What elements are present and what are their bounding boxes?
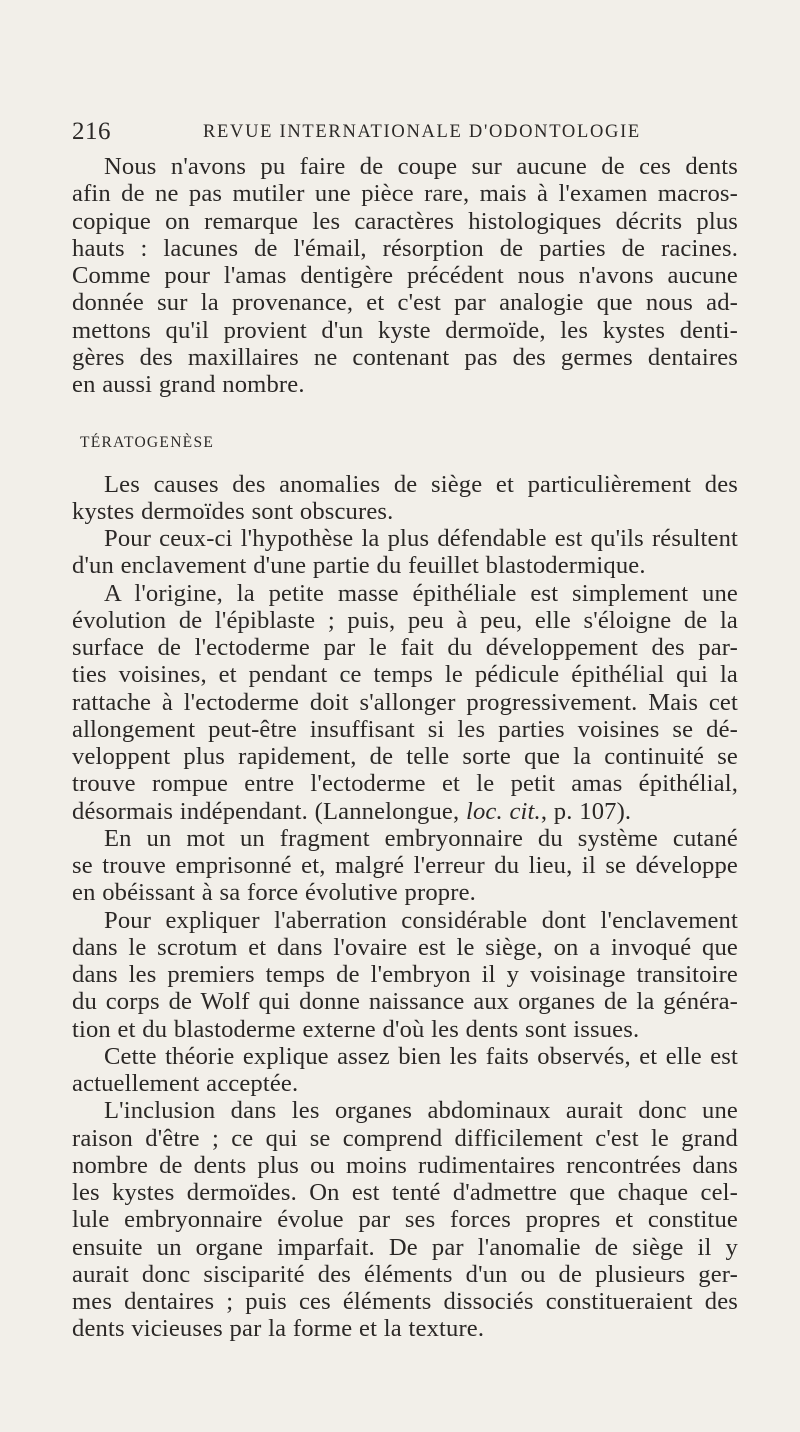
text-line: A l'origine, la petite masse épithéliale est simplement une	[104, 579, 738, 607]
text-line: ties voisines, et pendant ce temps le pédicule épithélial qui la	[72, 661, 738, 689]
text-line: L'inclusion dans les organes abdominaux aurait donc une	[104, 1097, 738, 1125]
text-line: gères des maxillaires ne contenant pas des germes dentaires	[72, 343, 738, 371]
text-line: Cette théorie explique assez bien les faits observés, et elle est	[104, 1042, 738, 1070]
paragraph-3	[72, 525, 738, 580]
text-line: dans le scrotum et dans l'ovaire est le siège, on a invoqué que	[72, 933, 738, 961]
text-line: se trouve emprisonné et, malgré l'erreur du lieu, il se développe	[72, 852, 738, 879]
section-heading: TÉRATOGENÈSE	[80, 434, 215, 452]
text-line: aurait donc sisciparité des éléments d'un ou de plusieurs ger-	[72, 1260, 738, 1288]
text-line-citation	[72, 798, 738, 825]
text-line: dans les premiers temps de l'embryon il y voisinage transitoire	[72, 961, 738, 988]
page-header	[72, 118, 732, 148]
text-line: dents vicieuses par la forme et la texture.	[72, 1315, 485, 1343]
text-line: Comme pour l'amas dentigère précédent nous n'avons aucune	[72, 262, 738, 289]
text-line: afin de ne pas mutiler une pièce rare, mais à l'examen macros-	[72, 180, 738, 208]
running-title: REVUE INTERNATIONALE D'ODONTOLOGIE	[203, 122, 641, 142]
text-line: les kystes dermoïdes. On est tenté d'admettre que chaque cel-	[72, 1179, 738, 1206]
paragraph-8	[72, 1097, 738, 1342]
paragraph-6	[72, 907, 738, 1043]
paragraph-5	[72, 825, 738, 907]
text-line: d'un enclavement d'une partie du feuillet blastodermique.	[72, 552, 646, 580]
text-line: Les causes des anomalies de siège et particulièrement des	[104, 470, 738, 498]
text-line: allongement peut-être insuffisant si les parties voisines se dé-	[72, 715, 738, 743]
citation-text-end: , p. 107).	[540, 797, 632, 825]
text-line: lule embryonnaire évolue par ses forces propres et constitue	[72, 1206, 738, 1234]
page-number: 216	[72, 118, 111, 145]
text-line: actuellement acceptée.	[72, 1070, 299, 1097]
text-line: hauts : lacunes de l'émail, résorption de parties de racines.	[72, 234, 738, 262]
text-line: mes dentaires ; puis ces éléments dissociés constitueraient des	[72, 1288, 738, 1315]
text-line: en obéissant à sa force évolutive propre.	[72, 879, 476, 907]
text-line: Pour ceux-ci l'hypothèse la plus défendable est qu'ils résultent	[104, 525, 738, 552]
paragraph-4	[72, 580, 738, 825]
text-line: rattache à l'ectoderme doit s'allonger progressivement. Mais cet	[72, 688, 738, 716]
text-line: copique on remarque les caractères histologiques décrits plus	[72, 207, 738, 235]
text-line: ensuite un organe imparfait. De par l'anomalie de siège il y	[72, 1233, 738, 1261]
text-line: surface de l'ectoderme par le fait du développement des par-	[72, 634, 738, 661]
text-line: du corps de Wolf qui donne naissance aux organes de la généra-	[72, 988, 738, 1016]
text-line: kystes dermoïdes sont obscures.	[72, 497, 394, 525]
text-line: mettons qu'il provient d'un kyste dermoïde, les kystes denti-	[72, 316, 738, 344]
paragraph-7	[72, 1043, 738, 1098]
text-line: évolution de l'épiblaste ; puis, peu à peu, elle s'éloigne de la	[72, 606, 738, 634]
text-line: veloppent plus rapidement, de telle sorte que la continuité se	[72, 743, 738, 770]
text-line: tion et du blastoderme externe d'où les dents sont issues.	[72, 1015, 640, 1043]
text-line: En un mot un fragment embryonnaire du système cutané	[104, 824, 738, 852]
text-line: Nous n'avons pu faire de coupe sur aucune de ces dents	[104, 153, 738, 180]
text-line: Pour expliquer l'aberration considérable dont l'enclavement	[104, 906, 738, 934]
text-line: nombre de dents plus ou moins rudimentaires rencontrées dans	[72, 1151, 738, 1179]
text-line: raison d'être ; ce qui se comprend difficilement c'est le grand	[72, 1124, 738, 1152]
body-text	[72, 153, 738, 1343]
text-line: en aussi grand nombre.	[72, 371, 305, 398]
paragraph-1	[72, 153, 738, 398]
citation-text-start: désormais indépendant. (Lannelongue,	[72, 797, 466, 825]
paragraph-2	[72, 471, 738, 526]
text-line: donnée sur la provenance, et c'est par analogie que nous ad-	[72, 289, 738, 317]
text-line: trouve rompue entre l'ectoderme et le petit amas épithélial,	[72, 770, 738, 798]
citation-italic: loc. cit.	[465, 797, 541, 825]
